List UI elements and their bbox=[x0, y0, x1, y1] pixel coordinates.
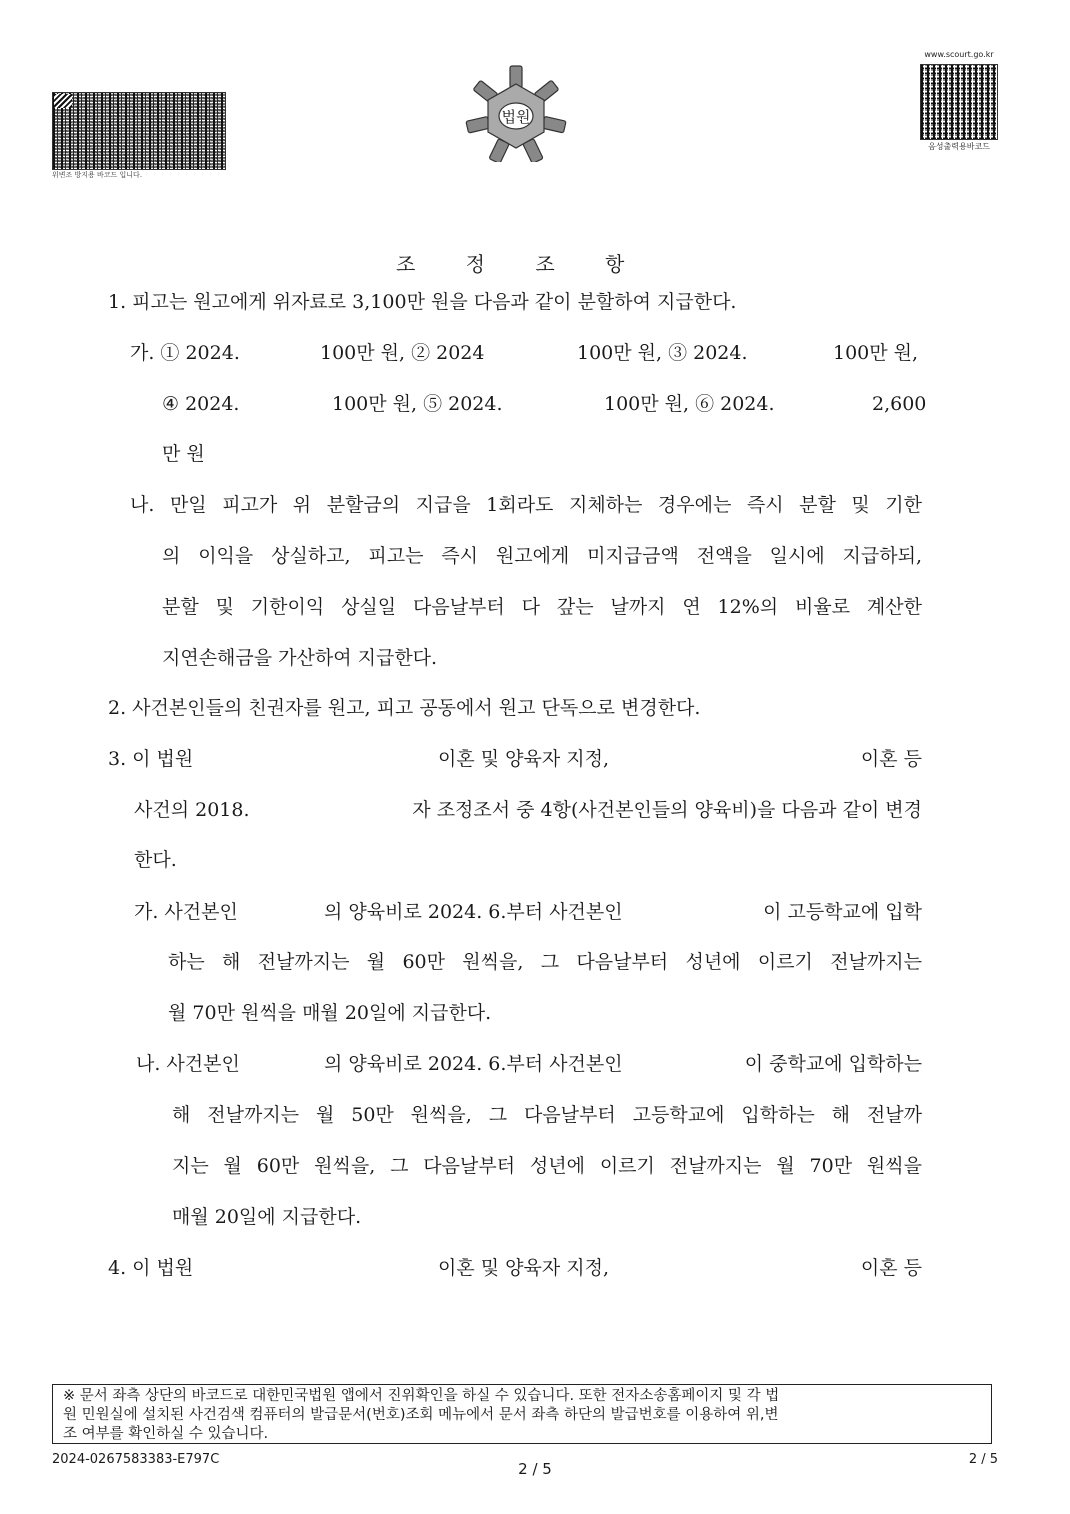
verification-barcode-caption: 위변조 방지용 바코드 입니다. bbox=[52, 171, 143, 179]
item3-na-line3: 지는 월 60만 원씩을, 그 다음날부터 성년에 이르기 전날까지는 월 70만 원씩을 bbox=[172, 1155, 922, 1177]
site-url: www.scourt.go.kr bbox=[924, 50, 994, 59]
item3-na-line1-seg1: 나. 사건본인 bbox=[136, 1053, 240, 1075]
item3-line2-seg2: 자 조정조서 중 4항(사건본인들의 양육비)을 다음과 같이 변경 bbox=[412, 799, 922, 821]
item3-na-line1-seg3: 이 중학교에 입학하는 bbox=[744, 1053, 922, 1075]
item3-ga-line1-seg1: 가. 사건본인 bbox=[134, 901, 238, 923]
document-title: 조 정 조 항 bbox=[396, 252, 647, 276]
item1-ga-line2-seg4: 2,600 bbox=[872, 393, 927, 415]
notice-line3: 조 여부를 확인하실 수 있습니다. bbox=[63, 1426, 269, 1442]
item1-ga-line1-seg3: 100만 원, ③ 2024. bbox=[577, 342, 748, 364]
page-number-center: 2 / 5 bbox=[518, 1460, 552, 1478]
item2-main: 2. 사건본인들의 친권자를 원고, 피고 공동에서 원고 단독으로 변경한다. bbox=[108, 697, 701, 719]
item3-ga-line1-seg3: 이 고등학교에 입학 bbox=[763, 901, 922, 923]
item1-ga-line1-seg2: 100만 원, ② 2024 bbox=[320, 342, 485, 364]
item1-ga-line2-seg1: ④ 2024. bbox=[162, 393, 240, 415]
item1-na-line2: 의 이익을 상실하고, 피고는 즉시 원고에게 미지급금액 전액을 일시에 지급하되, bbox=[162, 545, 922, 567]
item4-line1-seg3: 이혼 등 bbox=[860, 1257, 922, 1279]
notice-line2: 원 민원실에 설치된 사건검색 컴퓨터의 발급문서(번호)조회 메뉴에서 문서 좌측 하단의 발급번호를 이용하여 위,변 bbox=[63, 1407, 779, 1423]
item3-line1-seg1: 3. 이 법원 bbox=[108, 748, 194, 770]
item1-ga-line1-seg4: 100만 원, bbox=[833, 342, 919, 364]
item3-na-line2: 해 전날까지는 월 50만 원씩을, 그 다음날부터 고등학교에 입학하는 해 전날까 bbox=[172, 1104, 922, 1126]
item3-ga-line1-seg2: 의 양육비로 2024. 6.부터 사건본인 bbox=[324, 901, 623, 923]
item4-line1-seg1: 4. 이 법원 bbox=[108, 1257, 194, 1279]
item1-ga-line3: 만 원 bbox=[162, 443, 205, 465]
item1-main: 1. 피고는 원고에게 위자료로 3,100만 원을 다음과 같이 분할하여 지급한다. bbox=[108, 291, 737, 313]
item3-ga-line3: 월 70만 원씩을 매월 20일에 지급한다. bbox=[168, 1002, 492, 1024]
item1-na-line3: 분할 및 기한이익 상실일 다음날부터 다 갚는 날까지 연 12%의 비율로 계산한 bbox=[162, 596, 922, 618]
notice-line1: ※ 문서 좌측 상단의 바코드로 대한민국법원 앱에서 진위확인을 하실 수 있습니다. 또한 전자소송홈페이지 및 각 법 bbox=[63, 1388, 780, 1404]
item3-line1-seg3: 이혼 등 bbox=[860, 748, 922, 770]
item1-na-line4: 지연손해금을 가산하여 지급한다. bbox=[162, 647, 438, 669]
voice-output-barcode-caption: 음성출력용바코드 bbox=[928, 142, 990, 151]
barcode-corner-mark bbox=[54, 94, 72, 108]
page-number-right: 2 / 5 bbox=[968, 1452, 998, 1467]
voice-output-barcode bbox=[920, 64, 998, 140]
item3-line3: 한다. bbox=[134, 849, 177, 871]
item3-na-line4: 매월 20일에 지급한다. bbox=[172, 1206, 362, 1228]
item4-line1-seg2: 이혼 및 양육자 지정, bbox=[438, 1257, 609, 1279]
item3-line2-seg1: 사건의 2018. bbox=[134, 799, 250, 821]
item3-na-line1-seg2: 의 양육비로 2024. 6.부터 사건본인 bbox=[324, 1053, 623, 1075]
verification-barcode bbox=[52, 92, 226, 170]
item3-line1-seg2: 이혼 및 양육자 지정, bbox=[438, 748, 609, 770]
issue-number: 2024-0267583383-E797C bbox=[52, 1452, 220, 1467]
item1-na-line1: 나. 만일 피고가 위 분할금의 지급을 1회라도 지체하는 경우에는 즉시 분할 및 기한 bbox=[130, 494, 922, 516]
item1-ga-line1-seg1: 가. ① 2024. bbox=[130, 342, 240, 364]
verification-notice-box bbox=[52, 1384, 992, 1444]
court-emblem-icon bbox=[464, 64, 568, 162]
item3-ga-line2: 하는 해 전날까지는 월 60만 원씩을, 그 다음날부터 성년에 이르기 전날까지는 bbox=[168, 951, 922, 973]
emblem-text: 법원 bbox=[501, 108, 531, 126]
item1-ga-line2-seg2: 100만 원, ⑤ 2024. bbox=[332, 393, 503, 415]
item1-ga-line2-seg3: 100만 원, ⑥ 2024. bbox=[604, 393, 775, 415]
